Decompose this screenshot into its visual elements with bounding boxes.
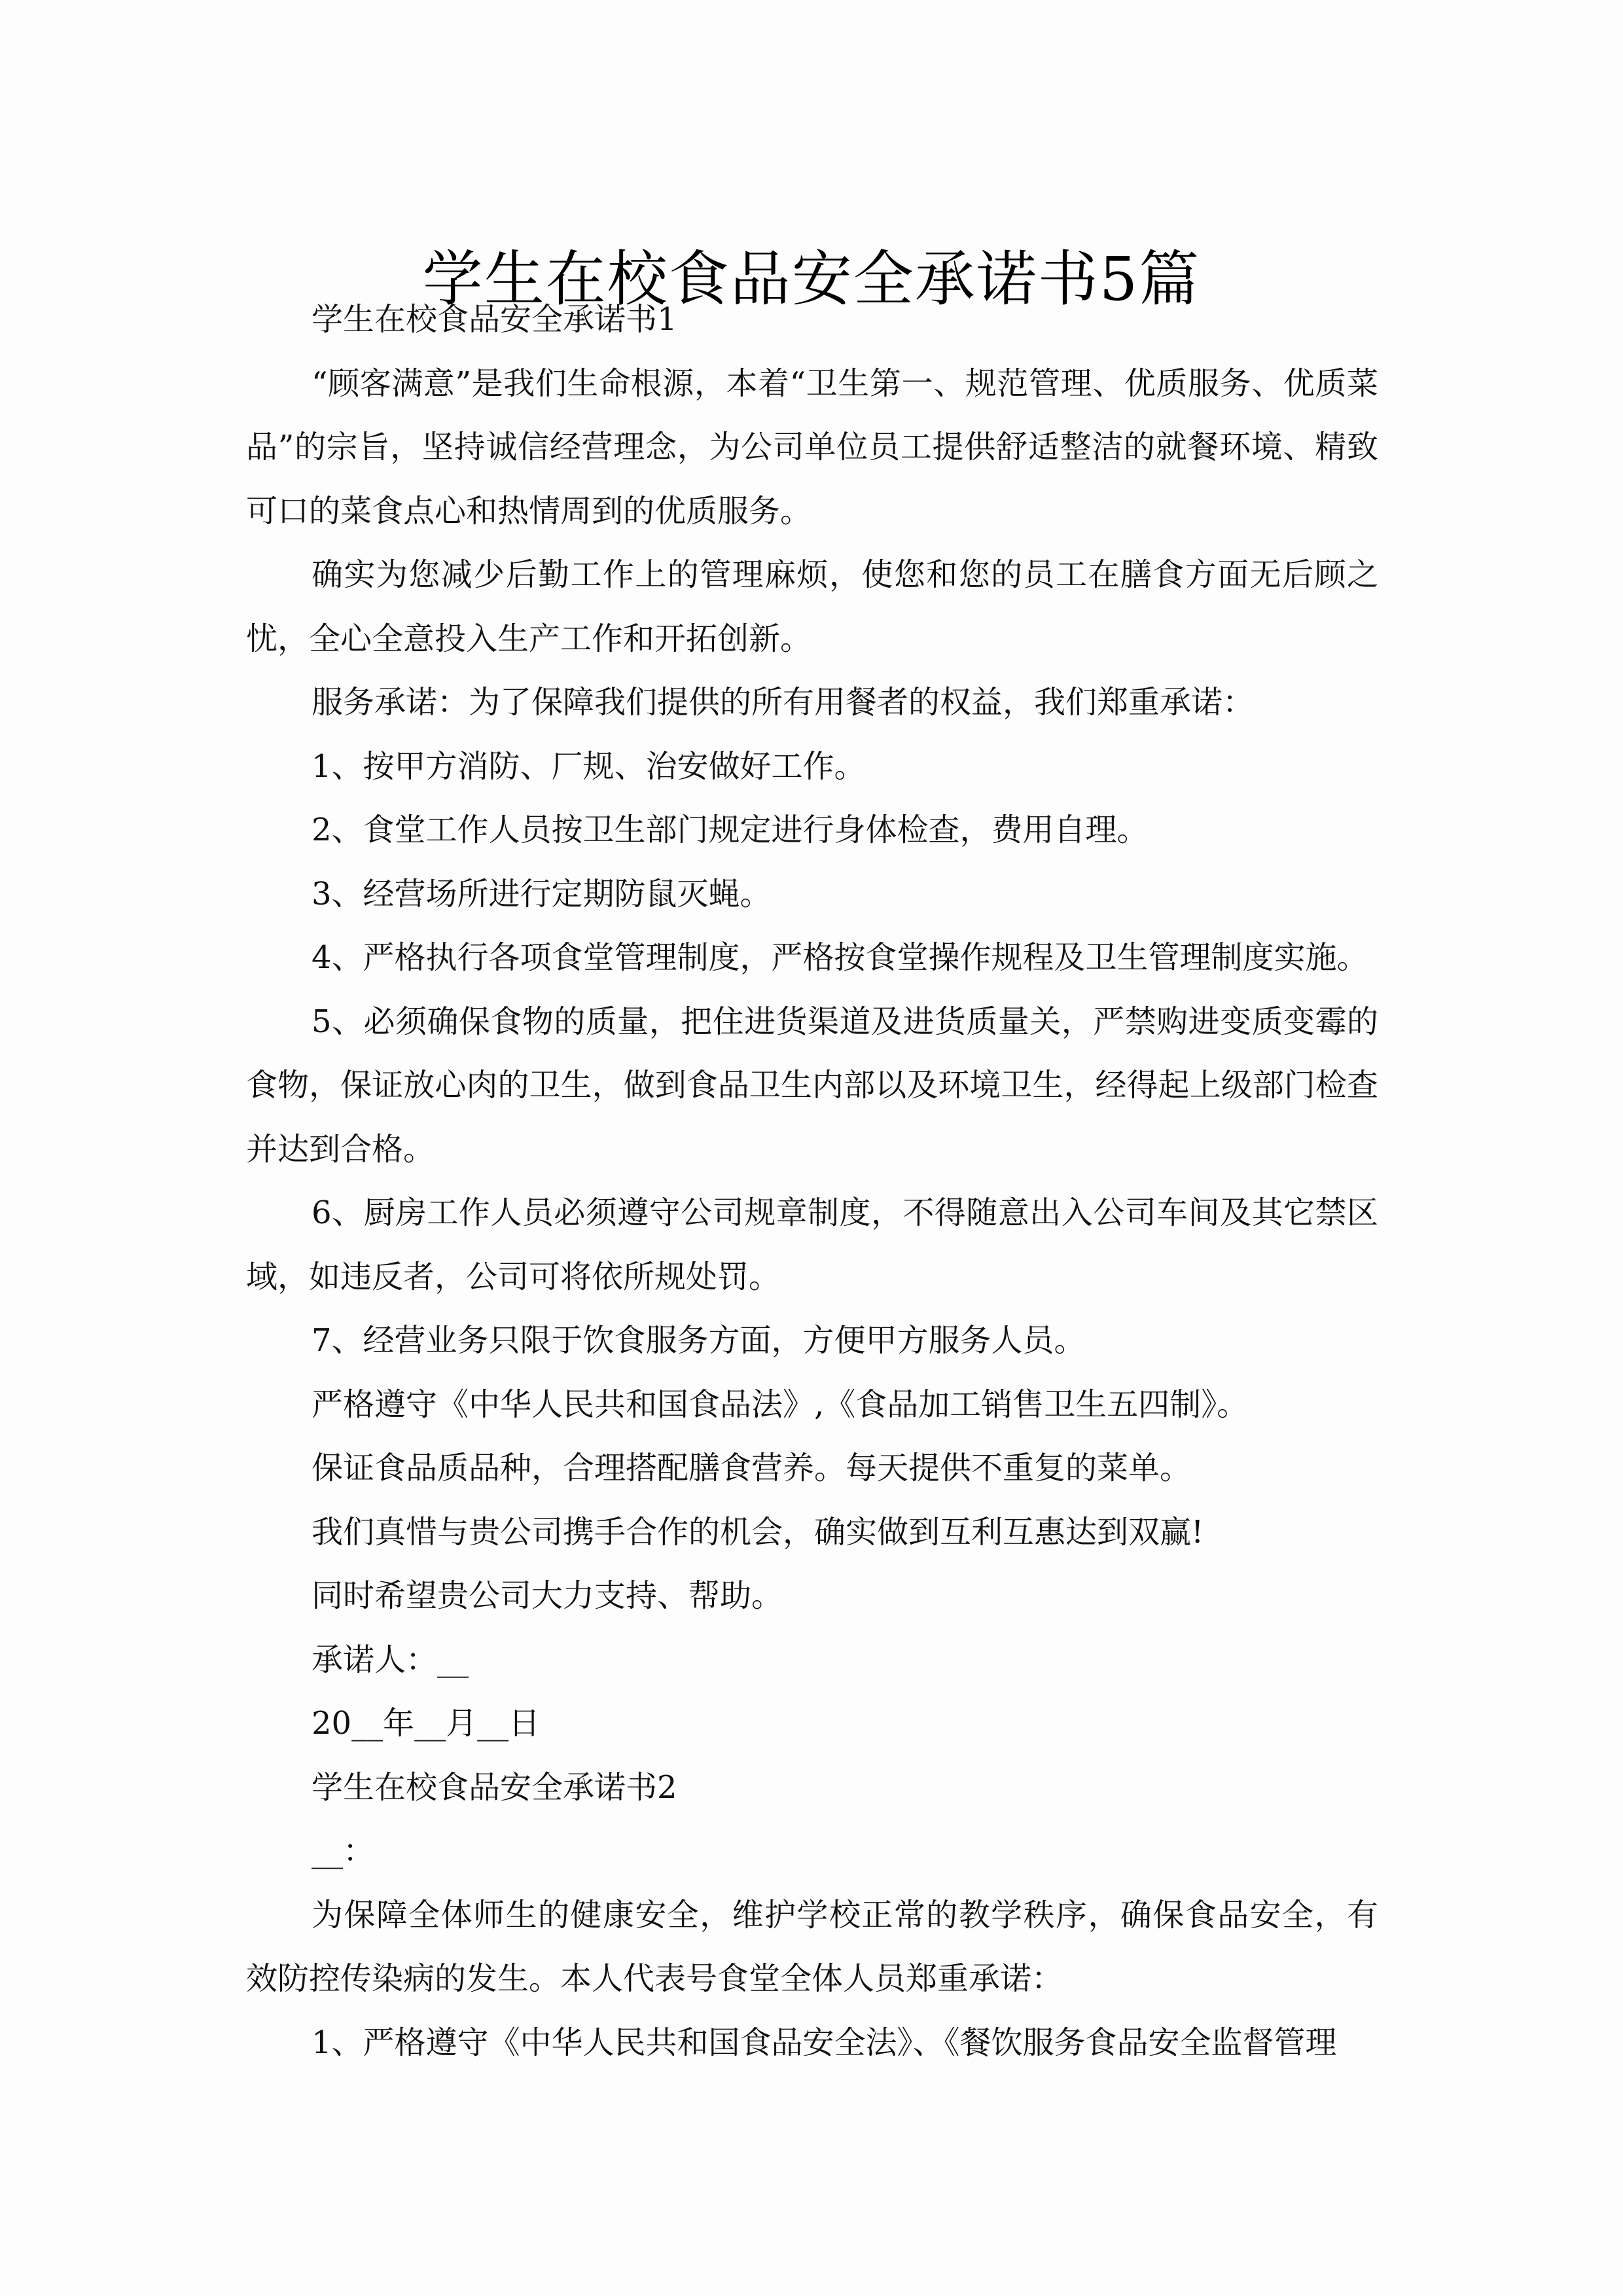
document-title: 学生在校食品安全承诺书5篇 <box>422 243 1201 314</box>
document-body <box>246 288 1378 2075</box>
list-item: 7、经营业务只限于饮食服务方面，方便甲方服务人员。 <box>312 1322 1086 1359</box>
section-heading-2: 学生在校食品安全承诺书2 <box>312 1768 677 1806</box>
signature-line: 承诺人：__ <box>312 1641 469 1678</box>
paragraph: 服务承诺：为了保障我们提供的所有用餐者的权益，我们郑重承诺： <box>312 684 1255 721</box>
salutation: __： <box>312 1833 375 1869</box>
paragraph: 同时希望贵公司大力支持、帮助。 <box>312 1577 783 1614</box>
paragraph: 保证食品质品种，合理搭配膳食营养。每天提供不重复的菜单。 <box>312 1450 1192 1486</box>
list-item: 6、厨房工作人员必须遵守公司规章制度，不得随意出入公司车间及其它禁区域，如违反者，公司可将依所规处罚。 <box>246 1194 1378 1295</box>
section-heading-1: 学生在校食品安全承诺书1 <box>312 301 677 338</box>
list-item: 3、经营场所进行定期防鼠灭蝇。 <box>312 875 772 912</box>
paragraph: “顾客满意”是我们生命根源，本着“卫生第一、规范管理、优质服务、优质菜品”的宗旨，坚持诚信经营理念，为公司单位员工提供舒适整洁的就餐环境、精致可口的菜食点心和热情周到的优质服务。 <box>246 365 1378 529</box>
paragraph: 我们真惜与贵公司携手合作的机会，确实做到互利互惠达到双赢! <box>312 1513 1204 1551</box>
paragraph: 确实为您减少后勤工作上的管理麻烦，使您和您的员工在膳食方面无后顾之忧，全心全意投入生产工作和开拓创新。 <box>246 556 1378 657</box>
paragraph: 严格遵守《中华人民共和国食品法》,《食品加工销售卫生五四制》。 <box>312 1386 1249 1423</box>
list-item: 1、严格遵守《中华人民共和国食品安全法》、《餐饮服务食品安全监督管理 <box>312 2024 1337 2061</box>
list-item: 5、必须确保食物的质量，把住进货渠道及进货质量关，严禁购进变质变霉的食物，保证放心肉的卫生，做到食品卫生内部以及环境卫生，经得起上级部门检查并达到合格。 <box>246 1003 1378 1168</box>
date-line: 20__年__月__日 <box>312 1705 541 1742</box>
list-item: 2、食堂工作人员按卫生部门规定进行身体检查，费用自理。 <box>312 812 1149 848</box>
list-item: 1、按甲方消防、厂规、治安做好工作。 <box>312 747 866 785</box>
paragraph: 为保障全体师生的健康安全，维护学校正常的教学秩序，确保食品安全，有效防控传染病的发生。本人代表号食堂全体人员郑重承诺： <box>246 1896 1378 1997</box>
list-item: 4、严格执行各项食堂管理制度，严格按食堂操作规程及卫生管理制度实施。 <box>312 939 1368 976</box>
